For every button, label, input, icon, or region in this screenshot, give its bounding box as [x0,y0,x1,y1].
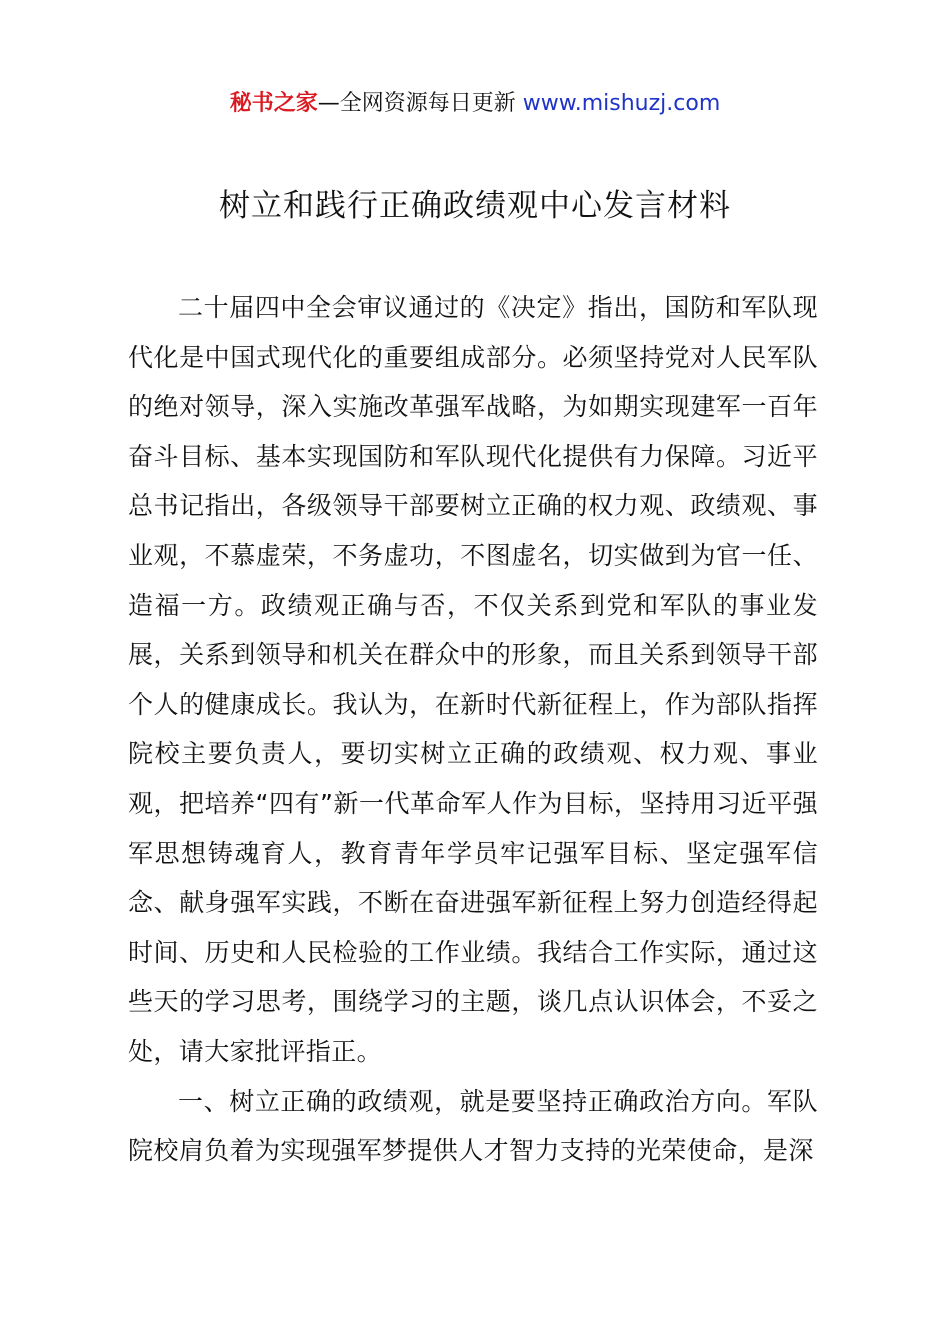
paragraph-section-one: 一、树立正确的政绩观，就是要坚持正确政治方向。军队院校肩负着为实现强军梦提供人才智力支持的光荣使命，是深 [128,1086,818,1166]
document-title: 树立和践行正确政绩观中心发言材料 [219,188,731,224]
brand-name: 秘书之家 [229,91,318,116]
document-body [128,283,818,1176]
paragraph-intro: 二十届四中全会审议通过的《决定》指出，国防和军队现代化是中国式现代化的重要组成部分。必须坚持党对人民军队的绝对领导，深入实施改革强军战略，为如期实现建军一百年奋斗目标、基本实现国防和军队现代化提供有力保障。习近平总书记指出，各级领导干部要树立正确的权力观、政绩观、事业观，不慕虚荣，不务虚功，不图虚名，切实做到为官一任、造福一方。政绩观正确与否，不仅关系到党和军队的事业发展，关系到领导和机关在群众中的形象，而且关系到领导干部个人的健康成长。我认为，在新时代新征程上，作为部队指挥院校主要负责人，要切实树立正确的政绩观、权力观、事业观，把培养“四有”新一代革命军人作为目标，坚持用习近平强军思想铸魂育人，教育青年学员牢记强军目标、坚定强军信念、献身强军实践，不断在奋进强军新征程上努力创造经得起时间、历史和人民检验的工作业绩。我结合工作实际，通过这些天的学习思考，围绕学习的主题，谈几点认识体会，不妥之处，请大家批评指正。 [128,293,818,1066]
header-tagline: —全网资源每日更新 [317,91,516,116]
site-url-link[interactable]: www.mishuzj.com [522,91,721,116]
site-header [0,88,950,120]
